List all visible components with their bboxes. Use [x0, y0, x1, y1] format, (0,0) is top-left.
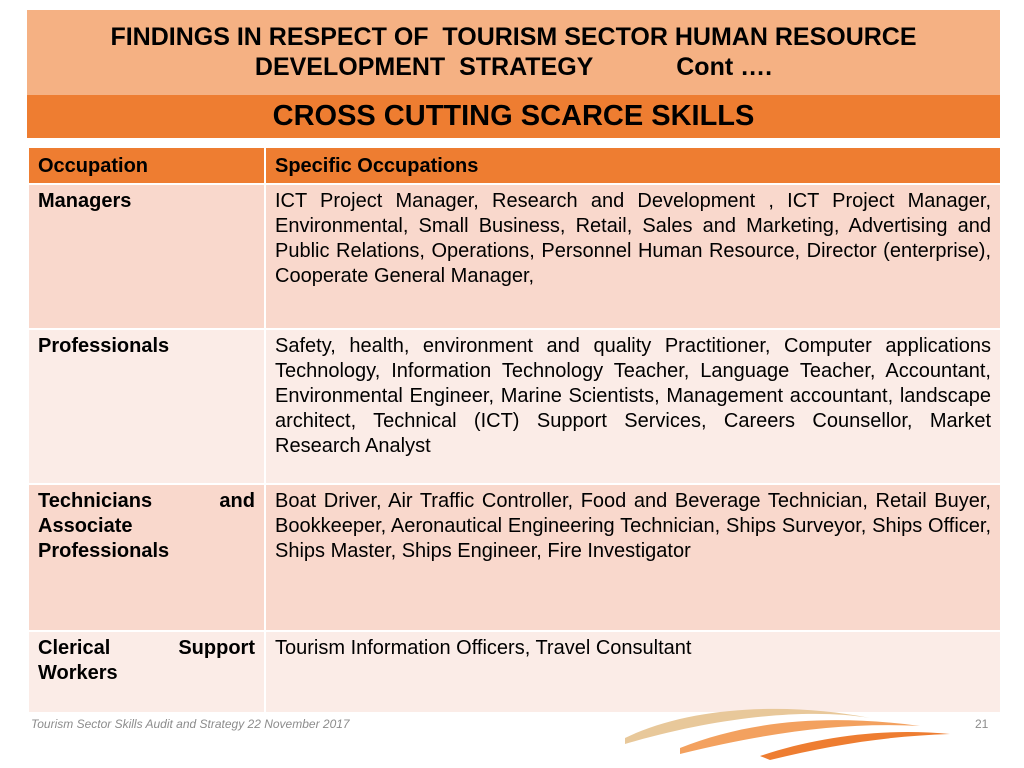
- subtitle-box: [27, 95, 1000, 138]
- specific-occupations-cell: ICT Project Manager, Research and Development , ICT Project Manager, Environmental, Small Business, Retail, Sales and Marketing, Advertising and Public Relations, Operations, Personnel Human Resource, Director (enterprise), Cooperate General Manager,: [265, 184, 1001, 329]
- specific-occupations-cell: Safety, health, environment and quality Practitioner, Computer applications Technology, Information Technology Teacher, Language Teacher, Accountant, Environmental Engineer, Marine Scientists, Management accountant, landscape architect, Technical (ICT) Support Services, Careers Counsellor, Market Research Analyst: [265, 329, 1001, 484]
- header-occupation: Occupation: [28, 147, 265, 184]
- occupation-cell: Clerical Support Workers: [28, 631, 265, 713]
- specific-occupations-cell: Boat Driver, Air Traffic Controller, Food and Beverage Technician, Retail Buyer, Bookkeeper, Aeronautical Engineering Technician, Ships Surveyor, Ships Officer, Ships Master, Ships Engineer, Fire Investigator: [265, 484, 1001, 631]
- occupation-cell: Technicians and Associate Professionals: [28, 484, 265, 631]
- specific-occupations-cell: Tourism Information Officers, Travel Consultant: [265, 631, 1001, 713]
- table-row: [28, 484, 1001, 631]
- occupation-cell: Managers: [28, 184, 265, 329]
- header-specific-occupations: Specific Occupations: [265, 147, 1001, 184]
- swoosh-logo-icon: [620, 700, 960, 760]
- skills-table: [27, 146, 1002, 714]
- slide-title-line-1: FINDINGS IN RESPECT OF TOURISM SECTOR HUMAN RESOURCE: [110, 23, 917, 51]
- table-row: [28, 329, 1001, 484]
- slide-title-line-2: DEVELOPMENT STRATEGY Cont ….: [254, 53, 773, 81]
- table-header-row: [28, 147, 1001, 184]
- title-box: [27, 10, 1000, 95]
- slide-subtitle: CROSS CUTTING SCARCE SKILLS: [272, 100, 755, 132]
- occupation-cell: Professionals: [28, 329, 265, 484]
- table-row: [28, 184, 1001, 329]
- footer-text: Tourism Sector Skills Audit and Strategy 22 November 2017: [31, 717, 350, 731]
- page-number: 21: [975, 717, 989, 731]
